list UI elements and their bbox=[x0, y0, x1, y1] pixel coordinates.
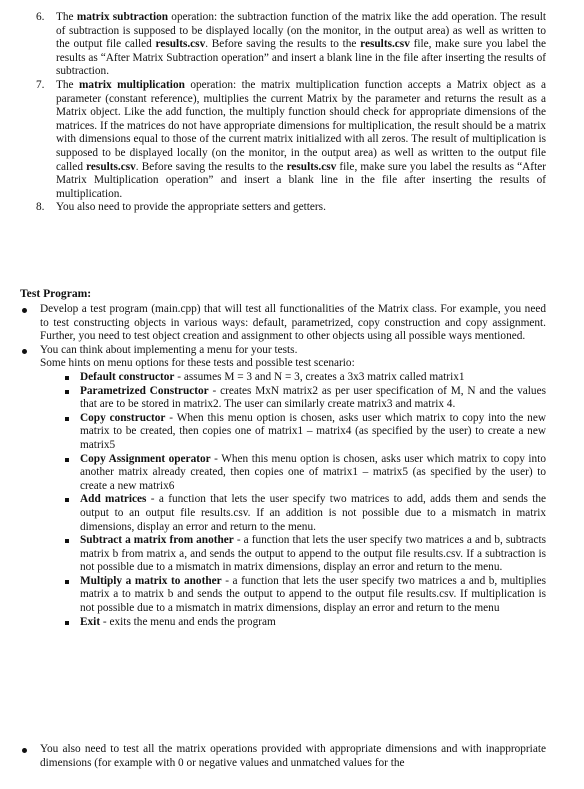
square-bullet-icon bbox=[65, 621, 69, 625]
menu-option-item: Exit - exits the menu and ends the program bbox=[0, 616, 584, 630]
numbered-list bbox=[0, 11, 584, 215]
square-bullet-icon bbox=[65, 458, 69, 462]
bullet-item-3: You also need to test all the matrix operations provided with appropriate dimensions and with inappropriate dimensions (for example with 0 or negative values and unmatched values for the bbox=[0, 743, 584, 770]
square-bullet-icon bbox=[65, 376, 69, 380]
bullet-icon bbox=[22, 349, 27, 354]
bullet-icon bbox=[22, 748, 27, 753]
list-item-8 bbox=[0, 201, 584, 215]
menu-option-item: Copy Assignment operator - When this menu option is chosen, asks user which matrix to copy into another matrix already created, then copies one of matrix1 – matrix5 (as specified by the user) to create a new matrix6 bbox=[0, 453, 584, 494]
item-text: You also need to provide the appropriate setters and getters. bbox=[56, 201, 326, 214]
list-item-6 bbox=[0, 11, 584, 79]
item-number: 6. bbox=[36, 11, 45, 23]
item-number: 7. bbox=[36, 78, 45, 91]
menu-option-item: Add matrices - a function that lets the user specify two matrices to add, adds them and sends the output to an output file results.csv. If an addition is not possible due to a mismatch in matrix dimensions, display an error and return to the menu. bbox=[0, 493, 584, 534]
menu-option-item: Subtract a matrix from another - a function that lets the user specify two matrices a and b, subtracts matrix b from matrix a, and sends the output to append to the output file results.csv. If a subtraction is not possible due to a mismatch in matrix dimensions, display an error and return to the menu. bbox=[0, 534, 584, 575]
item-text: The matrix subtraction operation: the subtraction function of the matrix like the add operation. The result of subtraction is supposed to be displayed locally (on the monitor, in the output area) as well as written to the output file called results.csv. Before saving the results to the results.csv file, make sure you label the results as “After Matrix Subtraction operation” and insert a blank line in the file after inserting the results of subtraction. bbox=[56, 11, 546, 78]
menu-option-item: Default constructor - assumes M = 3 and N = 3, creates a 3x3 matrix called matrix1 bbox=[0, 371, 584, 385]
item-number: 8. bbox=[36, 201, 45, 214]
bullet-item-2: You can think about implementing a menu for your tests. Some hints on menu options for these tests and possible test scenario: bbox=[0, 344, 584, 371]
square-bullet-icon bbox=[65, 539, 69, 543]
bullet-icon bbox=[22, 308, 27, 313]
menu-option-item: Parametrized Constructor - creates MxN matrix2 as per user specification of M, N and the values that are to be stored in matrix2. The user can similarly create matrix3 and matrix 4. bbox=[0, 385, 584, 412]
square-bullet-icon bbox=[65, 417, 69, 421]
square-bullet-icon bbox=[65, 390, 69, 394]
item-text: The matrix multiplication operation: the matrix multiplication function accepts a Matrix object as a parameter (constant reference), multiplies the current Matrix by the parameter and returns the result as a Matrix object. Like the add function, the multiply function should check for appropriate dimensions of the matrices. If the matrices do not have appropriate dimensions for multiplication, the result should be a matrix with dimensions equal to those of the current matrix initialized with all zeros. The result of multiplication is supposed to be displayed locally (on the monitor, in the output area) as well as written to the output file called results.csv. Before saving the results to the results.csv file, make sure you label the results as “After Matrix Multiplication operation” and insert a blank line in the file after inserting the results of multiplication. bbox=[56, 78, 547, 200]
menu-option-item: Multiply a matrix to another - a function that lets the user specify two matrices a and b, multiplies matrix a to matrix b and sends the output to append to the output file results.csv. If multiplication is not possible due to a mismatch in matrix dimensions, display an error and return to the menu bbox=[0, 575, 584, 616]
menu-options-list bbox=[0, 371, 584, 629]
list-item-7 bbox=[0, 79, 584, 201]
bullet-list bbox=[0, 303, 584, 629]
menu-option-item: Copy constructor - When this menu option is chosen, asks user which matrix to copy into the new matrix to be created, then copies one of matrix1 – matrix4 (as specified by the user) to create a new matrix5 bbox=[0, 412, 584, 453]
square-bullet-icon bbox=[65, 580, 69, 584]
square-bullet-icon bbox=[65, 498, 69, 502]
section-title: Test Program: bbox=[20, 287, 92, 300]
bullet-item-1: Develop a test program (main.cpp) that will test all functionalities of the Matrix class. For example, you need to test constructing objects in various ways: default, parametrized, copy construction and copy assignment. Further, you need to test object creation and assignment to other objects using all possible ways mentioned. bbox=[0, 303, 584, 344]
